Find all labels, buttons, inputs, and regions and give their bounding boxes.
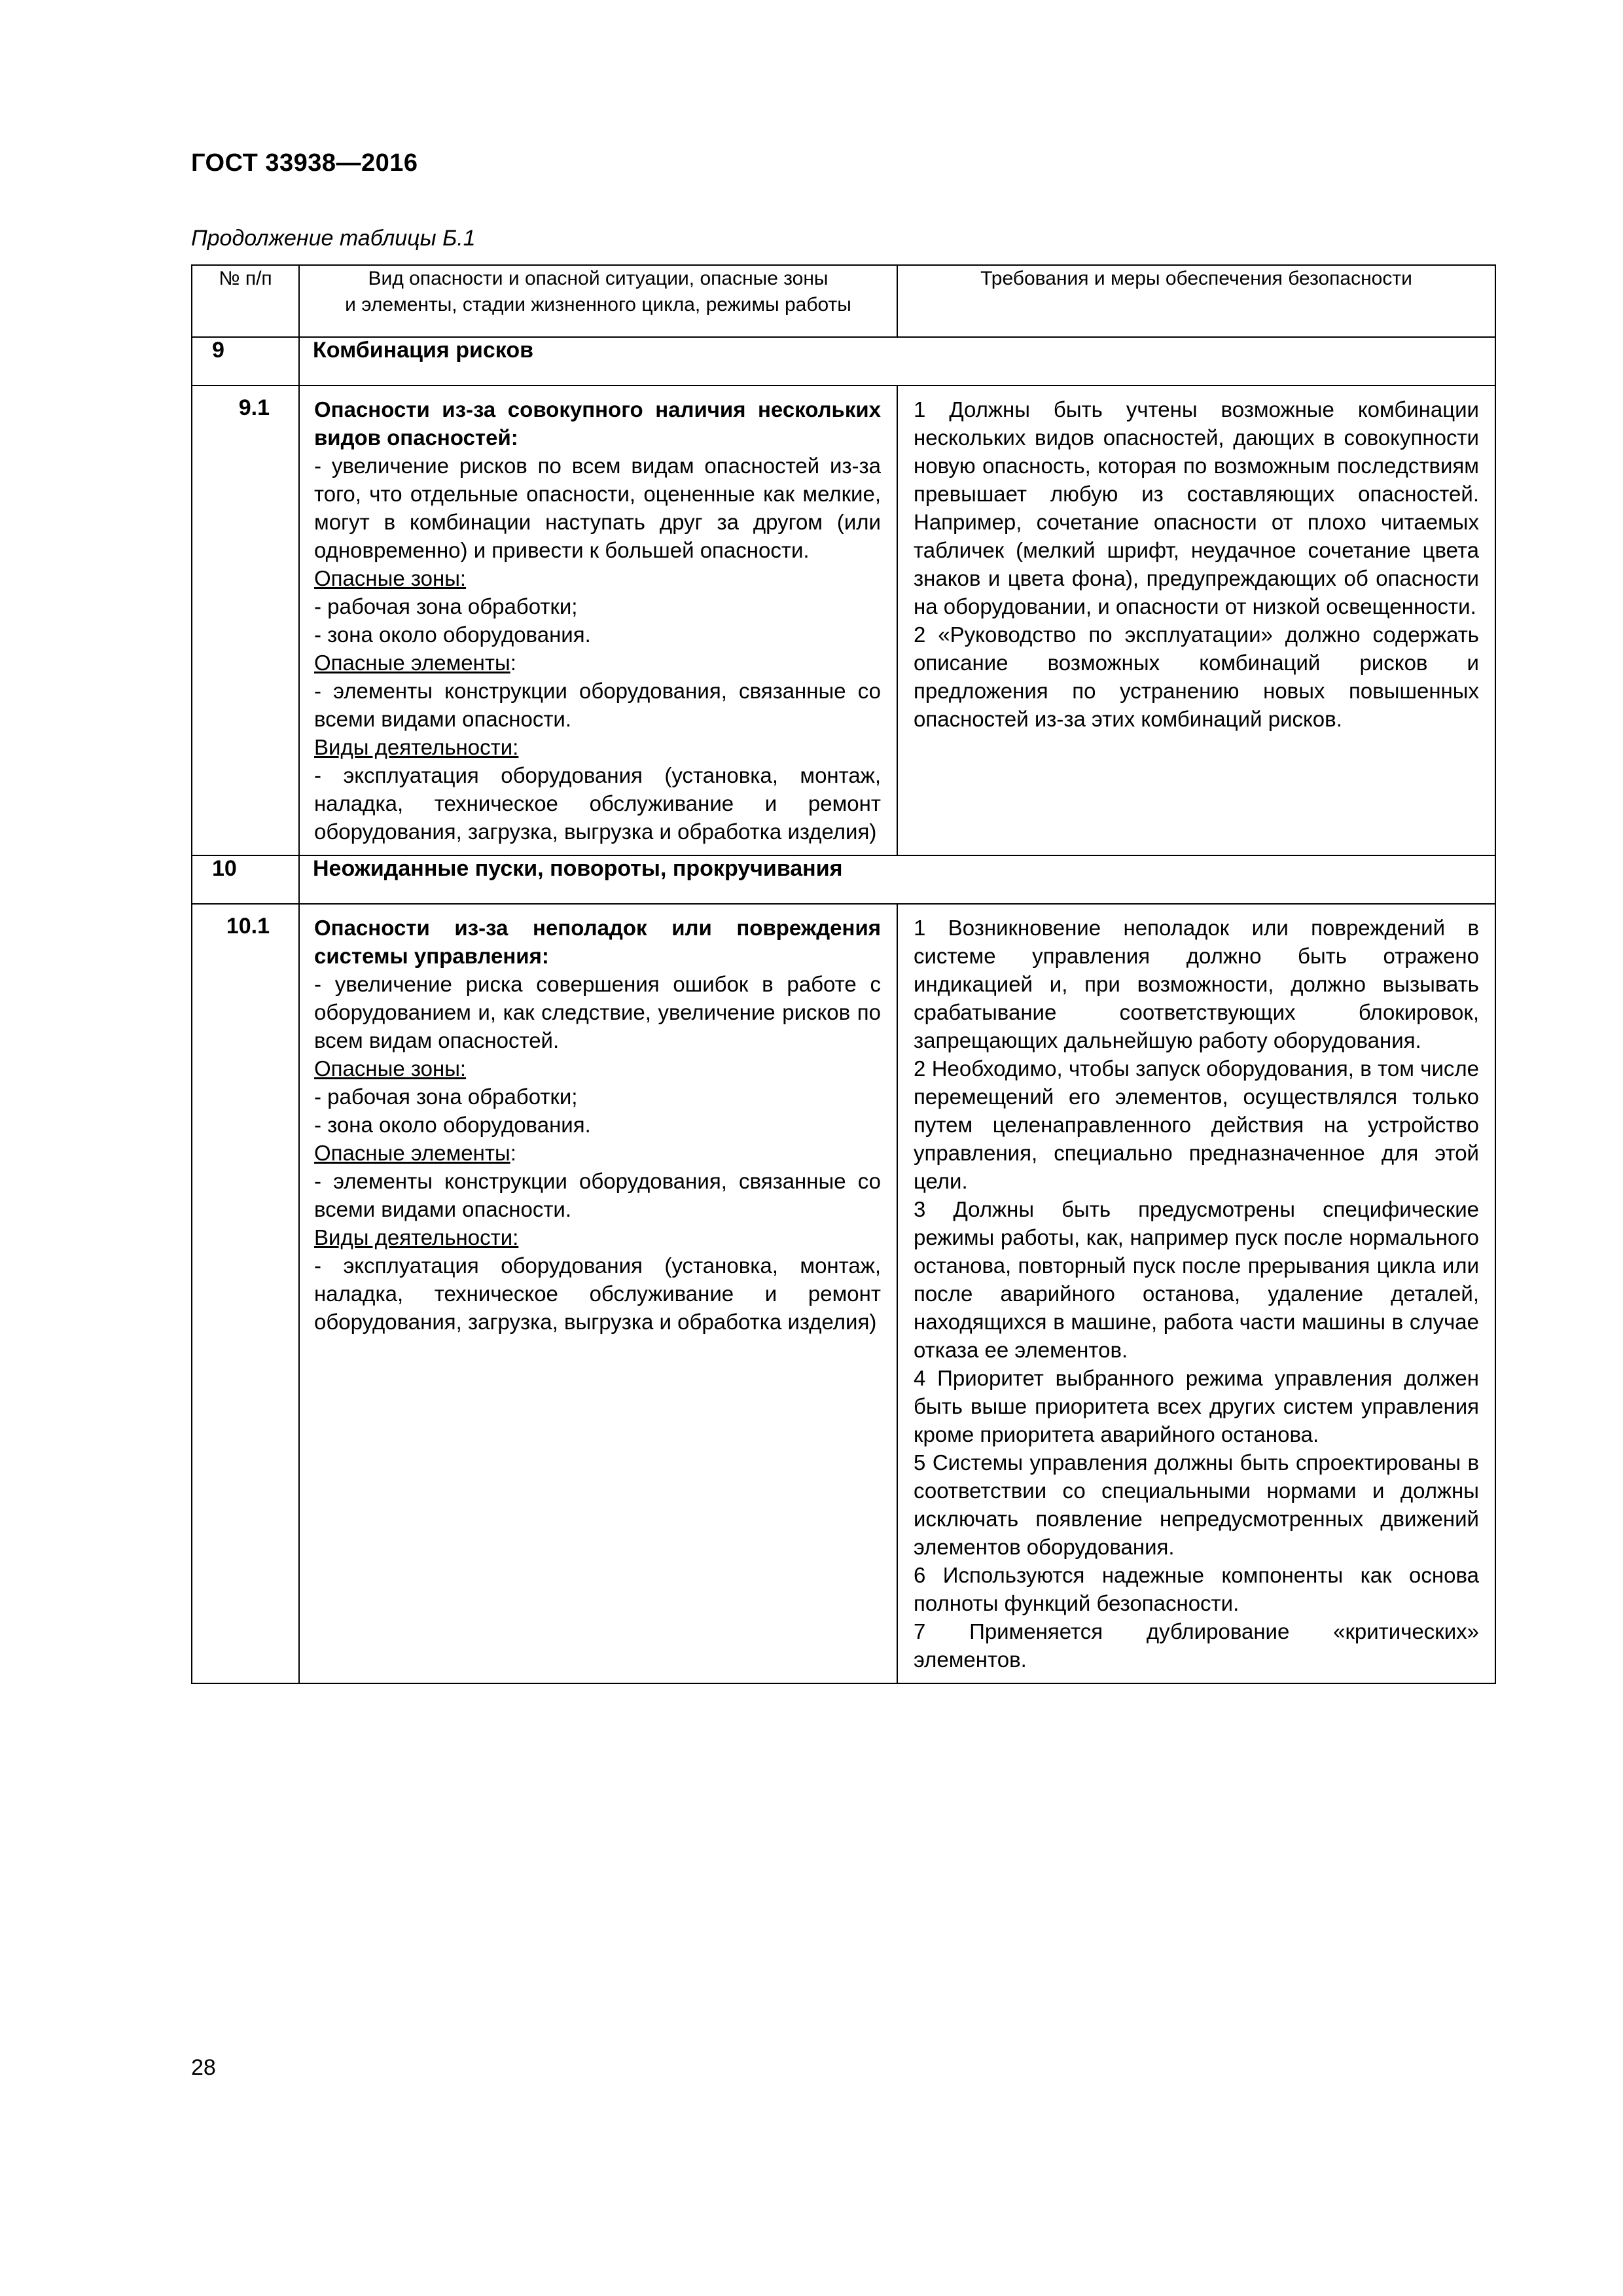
zone-item: - рабочая зона обработки;: [314, 1085, 578, 1109]
activity-item: - эксплуатация оборудования (установка, монтаж, наладка, техническое обслуживание и ремонт оборудования, загрузка, выгрузка и обработка изделия): [314, 1253, 881, 1334]
elements-label-colon: :: [510, 651, 516, 675]
table-row: [192, 386, 1495, 855]
zones-label: Опасные зоны:: [314, 1056, 467, 1081]
hazard-description: - увеличение рисков по всем видам опасностей из-за того, что отдельные опасности, оцененные как мелкие, могут в комбинации наступать друг за другом (или одновременно) и привести к большей опасности.: [314, 454, 881, 562]
section-number: 10: [192, 855, 299, 904]
column-header-requirements: Требования и меры обеспечения безопасности: [897, 265, 1495, 337]
zones-label: Опасные зоны:: [314, 566, 467, 590]
table-header-row: [192, 265, 1495, 337]
column-header-hazard: Вид опасности и опасной ситуации, опасные зоны и элементы, стадии жизненного цикла, режимы работы: [299, 265, 897, 337]
hazard-cell: [299, 386, 897, 855]
hazard-cell: [299, 904, 897, 1683]
table-caption: Продолжение таблицы Б.1: [191, 226, 476, 251]
requirement-item: 1 Возникновение неполадок или повреждений в системе управления должно быть отражено индикацией и, при возможности, должно вызывать срабатывание соответствующих блокировок, запрещающих дальнейшую работу оборудования.: [914, 916, 1479, 1052]
requirement-item: 5 Системы управления должны быть спроектированы в соответствии со специальными нормами и должны исключать появление непредусмотренных движений элементов оборудования.: [914, 1450, 1479, 1559]
hazard-title: Опасности из-за совокупного наличия нескольких видов опасностей:: [314, 397, 881, 450]
activity-item: - эксплуатация оборудования (установка, монтаж, наладка, техническое обслуживание и ремонт оборудования, загрузка, выгрузка и обработка изделия): [314, 763, 881, 844]
requirement-item: 1 Должны быть учтены возможные комбинации нескольких видов опасностей, дающих в совокупности новую опасность, которая по возможным последствиям превышает любую из составляющих опасностей. Например, сочетание опасности от плохо читаемых табличек (мелкий шрифт, неудачное сочетание цвета знаков и цвета фона), предупреждающих об опасности на оборудовании, и опасности от низкой освещенности.: [914, 397, 1479, 619]
element-item: - элементы конструкции оборудования, связанные со всеми видами опасности.: [314, 1169, 881, 1221]
row-number: 10.1: [192, 904, 299, 1683]
activities-label: Виды деятельности:: [314, 1225, 519, 1249]
section-number: 9: [192, 337, 299, 386]
zone-item: - зона около оборудования.: [314, 622, 591, 647]
requirements-cell: [897, 904, 1495, 1683]
hazard-description: - увеличение риска совершения ошибок в работе с оборудованием и, как следствие, увеличение рисков по всем видам опасностей.: [314, 972, 881, 1052]
column-header-number: № п/п: [192, 265, 299, 337]
section-title: Неожиданные пуски, повороты, прокручивания: [299, 855, 1495, 904]
requirement-item: 2 Необходимо, чтобы запуск оборудования, в том числе перемещений его элементов, осуществлялся только путем целенаправленного действия на устройство управления, специально предназначенное для этой цели.: [914, 1056, 1479, 1193]
elements-label: Опасные элементы: [314, 651, 510, 675]
hazard-table: [191, 264, 1496, 1684]
element-item: - элементы конструкции оборудования, связанные со всеми видами опасности.: [314, 679, 881, 731]
table-row: [192, 904, 1495, 1683]
requirement-item: 4 Приоритет выбранного режима управления должен быть выше приоритета всех других систем управления кроме приоритета аварийного останова.: [914, 1366, 1479, 1446]
document-title: ГОСТ 33938—2016: [191, 149, 418, 177]
requirement-item: 7 Применяется дублирование «критических» элементов.: [914, 1619, 1479, 1672]
zone-item: - зона около оборудования.: [314, 1113, 591, 1137]
requirements-cell: [897, 386, 1495, 855]
requirement-item: 6 Используются надежные компоненты как основа полноты функций безопасности.: [914, 1563, 1479, 1615]
page-number: 28: [191, 2055, 216, 2080]
zone-item: - рабочая зона обработки;: [314, 594, 578, 619]
requirement-item: 3 Должны быть предусмотрены специфические режимы работы, как, например пуск после нормального останова, повторный пуск после прерывания цикла или после аварийного останова, удаление деталей, находящихся в машине, работа части машины в случае отказа ее элементов.: [914, 1197, 1479, 1362]
hazard-title: Опасности из-за неполадок или повреждения системы управления:: [314, 916, 881, 968]
requirement-item: 2 «Руководство по эксплуатации» должно содержать описание возможных комбинаций рисков и предложения по устранению новых повышенных опасностей из-за этих комбинаций рисков.: [914, 622, 1479, 731]
row-number: 9.1: [192, 386, 299, 855]
elements-label: Опасные элементы: [314, 1141, 510, 1165]
section-row: [192, 855, 1495, 904]
section-row: [192, 337, 1495, 386]
activities-label: Виды деятельности:: [314, 735, 519, 759]
section-title: Комбинация рисков: [299, 337, 1495, 386]
elements-label-colon: :: [510, 1141, 516, 1165]
